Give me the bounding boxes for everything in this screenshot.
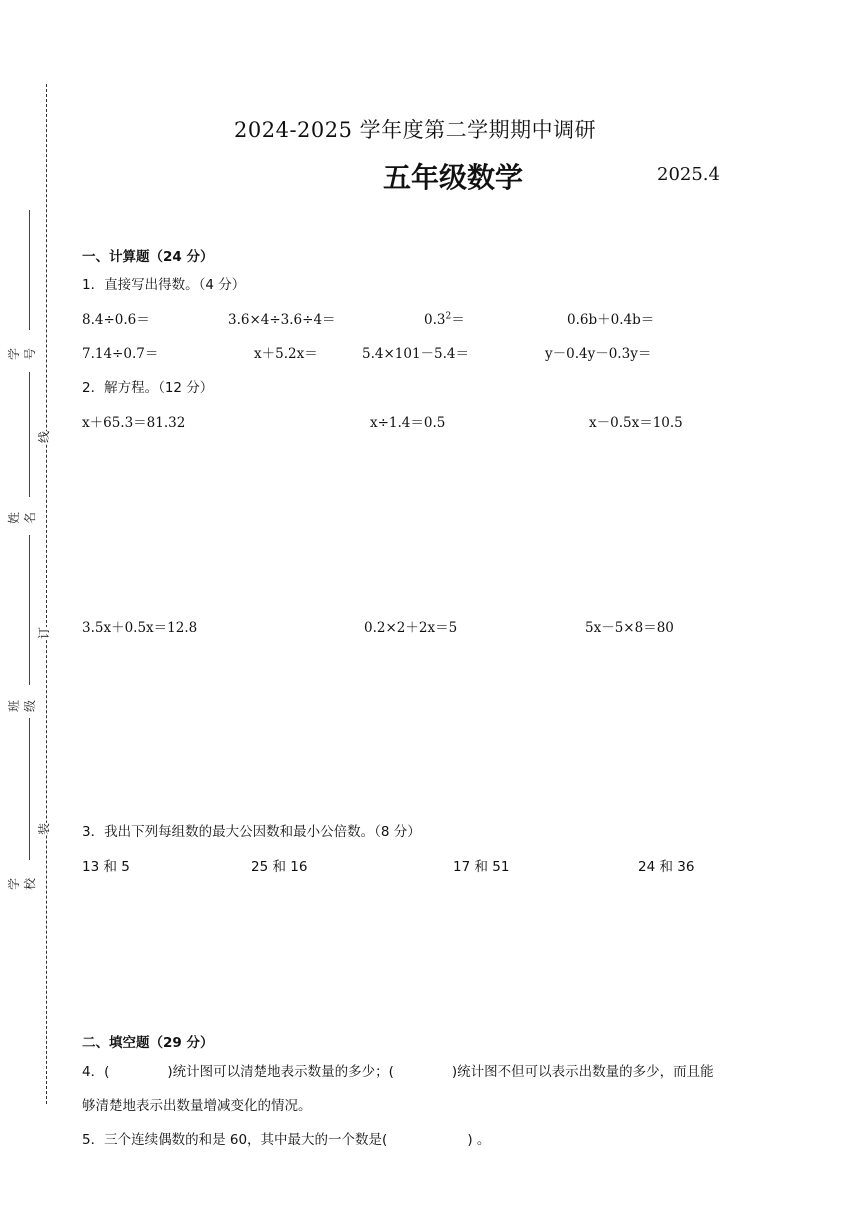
q2-equation: 0.2×2＋2x＝5 <box>364 620 458 636</box>
exam-subtitle: 五年级数学 <box>383 161 524 194</box>
binding-word-bind: 装 <box>37 822 52 836</box>
school-fill-line <box>29 718 30 860</box>
q1-item: 8.4÷0.6＝ <box>82 312 150 328</box>
binding-word-order: 订 <box>37 626 52 640</box>
class-label: 班级 <box>7 700 37 713</box>
school-label: 学校 <box>7 878 37 891</box>
q2-prompt: 2．解方程。（12 分） <box>82 380 214 396</box>
q4-part-c: )统计图不但可以表示出数量的多少，而且能 <box>451 1064 714 1080</box>
section2-heading: 二、填空题（29 分） <box>82 1035 214 1051</box>
q2-equation: 5x－5×8＝80 <box>585 620 674 636</box>
q1-item: 3.6×4÷3.6÷4＝ <box>228 312 336 328</box>
q4-line2: 够清楚地表示出数量增减变化的情况。 <box>82 1098 312 1114</box>
q1-item: x＋5.2x＝ <box>254 346 318 362</box>
section1-heading: 一、计算题（24 分） <box>82 249 214 265</box>
q1-item-power <box>424 308 465 328</box>
q5-part-b: ) 。 <box>467 1132 491 1148</box>
q1-base: 0.3 <box>424 312 446 328</box>
q1-item: y－0.4y－0.3y＝ <box>545 346 652 362</box>
q2-equation: x÷1.4＝0.5 <box>370 415 446 431</box>
binding-dashed-line <box>46 84 47 1104</box>
q3-item: 13 和 5 <box>82 859 130 875</box>
q2-equation: 3.5x＋0.5x＝12.8 <box>82 620 198 636</box>
q5-line <box>82 1128 490 1148</box>
q4-line1 <box>82 1060 714 1080</box>
q4-part-a: 4．( <box>82 1064 110 1080</box>
name-fill-line <box>29 372 30 497</box>
q1-exponent: 2 <box>445 311 452 322</box>
q1-item: 5.4×101－5.4＝ <box>362 346 470 362</box>
exam-title: 2024-2025 学年度第二学期期中调研 <box>234 118 597 142</box>
q2-equation: x＋65.3＝81.32 <box>82 415 186 431</box>
name-label: 姓名 <box>7 512 37 525</box>
q3-item: 25 和 16 <box>251 859 308 875</box>
q5-part-a: 5．三个连续偶数的和是 60，其中最大的一个数是( <box>82 1132 388 1148</box>
q2-equation: x－0.5x＝10.5 <box>589 415 683 431</box>
q4-part-b: )统计图可以清楚地表示数量的多少；( <box>167 1064 394 1080</box>
q1-item: 7.14÷0.7＝ <box>82 346 159 362</box>
q3-prompt: 3．我出下列每组数的最大公因数和最小公倍数。（8 分） <box>82 824 421 840</box>
q3-item: 24 和 36 <box>638 859 695 875</box>
q3-item: 17 和 51 <box>453 859 510 875</box>
q1-prompt: 1．直接写出得数。（4 分） <box>82 277 246 293</box>
exam-date: 2025.4 <box>657 164 720 185</box>
student-no-fill-line <box>29 210 30 330</box>
class-fill-line <box>29 535 30 685</box>
binding-word-line: 线 <box>37 430 52 444</box>
q1-item: 0.6b＋0.4b＝ <box>567 312 655 328</box>
q1-equals: ＝ <box>451 312 465 328</box>
student-no-label: 学号 <box>7 348 37 361</box>
